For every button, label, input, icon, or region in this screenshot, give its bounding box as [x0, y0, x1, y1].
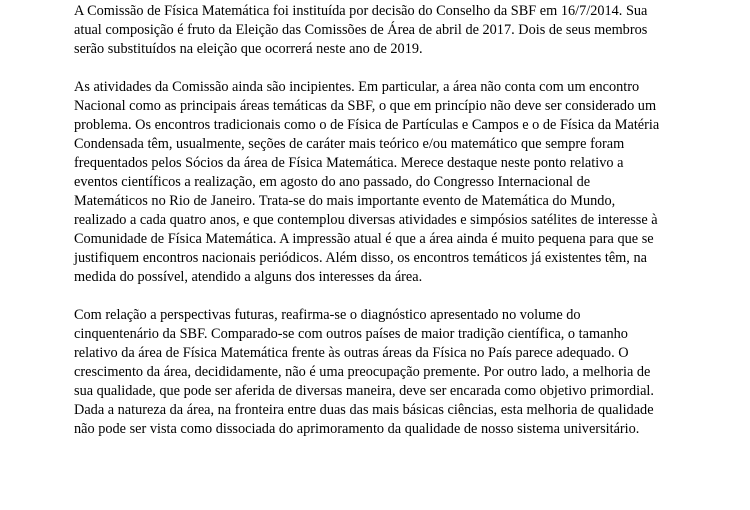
- document-body: [74, 2, 674, 458]
- paragraph-commission-origin: A Comissão de Física Matemática foi instituída por decisão do Conselho da SBF em 16/7/2014. Sua atual composição é fruto da Eleição das Comissões de Área de abril de 2017. Dois de seus membros serão substituídos na eleição que ocorrerá neste ano de 2019.: [74, 3, 648, 57]
- paragraph-future-perspectives: Com relação a perspectivas futuras, reafirma-se o diagnóstico apresentado no volume do cinquentenário da SBF. Comparado-se com outros países de maior tradição científica, o tamanho relativo da área de Física Matemática frente às outras áreas da Física no País parece adequado. O crescimento da área, decididamente, não é uma preocupação premente. Por outro lado, a melhoria de sua qualidade, que pode ser aferida de diversas maneira, deve ser encarada como objetivo primordial. Dada a natureza da área, na fronteira entre duas das mais básicas ciências, esta melhoria de qualidade não pode ser vista como dissociada do aprimoramento da qualidade de nosso sistema universitário.: [74, 307, 654, 437]
- paragraph-commission-activities: As atividades da Comissão ainda são incipientes. Em particular, a área não conta com um encontro Nacional como as principais áreas temáticas da SBF, o que em princípio não deve ser considerado um problema. Os encontros tradicionais como o de Física de Partículas e Campos e o de Física da Matéria Condensada têm, usualmente, seções de caráter mais teórico e/ou matemático que sempre foram frequentados pelos Sócios da área de Física Matemática. Merece destaque neste ponto relativo a eventos científicos a realização, em agosto do ano passado, do Congresso Internacional de Matemáticos no Rio de Janeiro. Trata-se do mais importante evento de Matemática do Mundo, realizado a cada quatro anos, e que contemplou diversas atividades e simpósios satélites de interesse à Comunidade de Física Matemática. A impressão atual é que a área ainda é muito pequena para que se justifiquem encontros nacionais periódicos. Além disso, os encontros temáticos já existentes têm, na medida do possível, atendido a alguns dos interesses da área.: [74, 79, 660, 285]
